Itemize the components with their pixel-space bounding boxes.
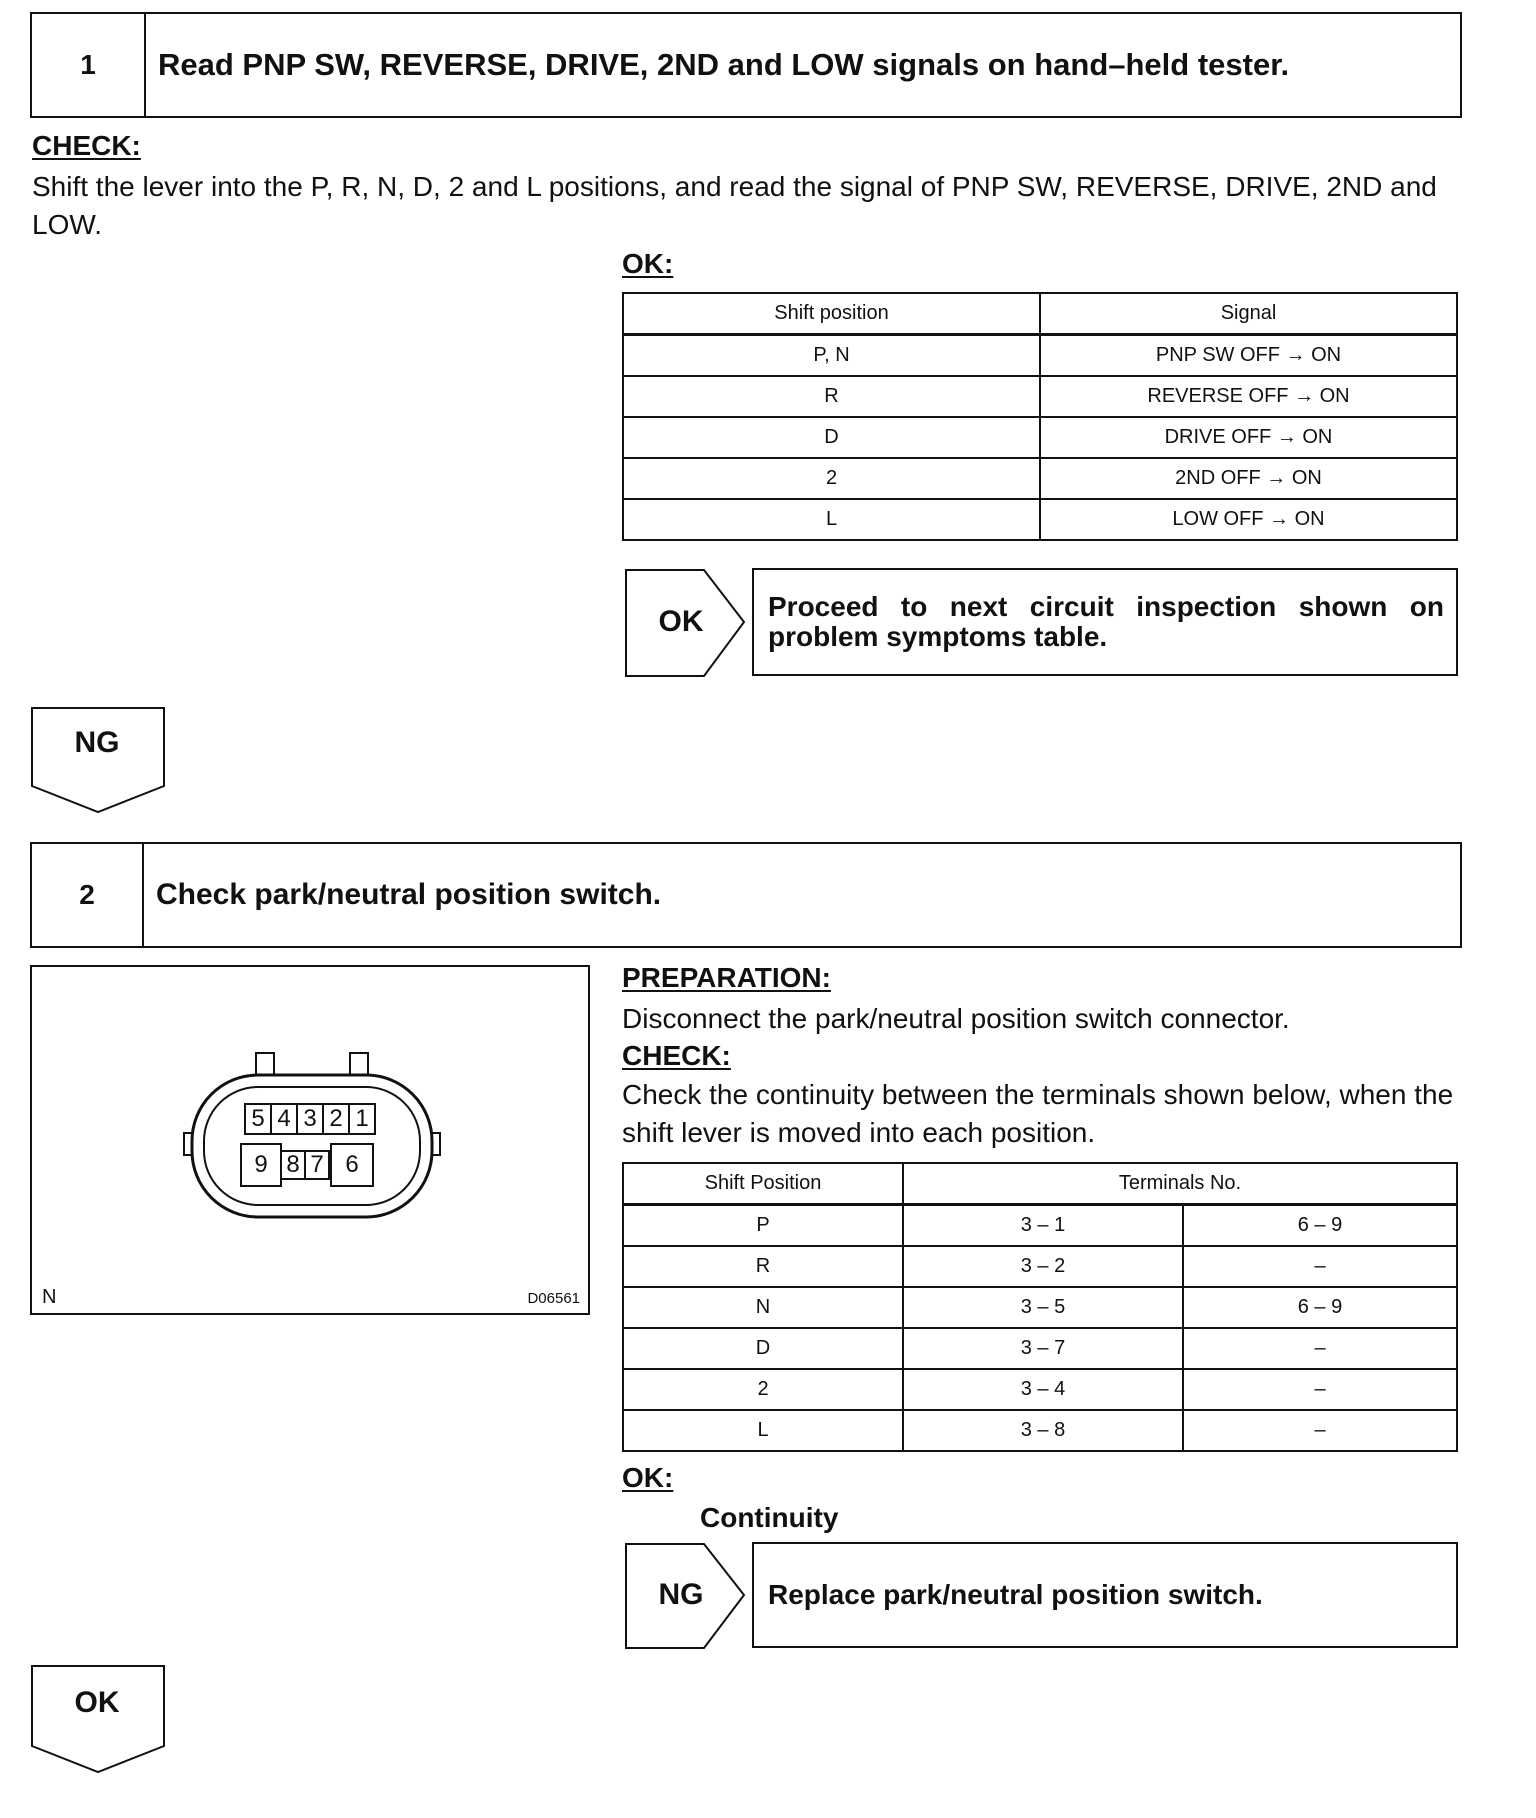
table-cell: L — [623, 1410, 903, 1451]
table-cell: – — [1183, 1410, 1457, 1451]
terminal-pin: 3 — [298, 1105, 324, 1133]
step-1-signal-table — [622, 292, 1458, 541]
table-cell: 3 – 7 — [903, 1328, 1183, 1369]
connector-figure — [30, 965, 590, 1315]
preparation-text: Disconnect the park/neutral position switch connector. — [622, 1003, 1290, 1034]
table-row — [623, 376, 1457, 417]
table-row — [623, 499, 1457, 540]
col-header-terminals: Terminals No. — [903, 1163, 1457, 1205]
table-cell: REVERSE OFF → ON — [1040, 376, 1457, 417]
terminal-pin: 1 — [355, 1105, 369, 1132]
table-row — [623, 1328, 1457, 1369]
table-header-row — [623, 293, 1457, 335]
ok-result-box — [752, 568, 1458, 676]
terminal-pin: 2 — [324, 1105, 350, 1133]
step-2-ok-value: Continuity — [700, 1502, 839, 1533]
step-1-header — [30, 12, 1462, 118]
step-2-number: 2 — [32, 844, 144, 946]
table-cell: 6 – 9 — [1183, 1287, 1457, 1328]
ng-result-text: Replace park/neutral position switch. — [768, 1579, 1263, 1610]
table-cell: P — [623, 1205, 903, 1247]
table-row — [623, 417, 1457, 458]
terminal-pin: 8 — [282, 1150, 306, 1180]
table-cell: D — [623, 417, 1040, 458]
table-cell: 3 – 2 — [903, 1246, 1183, 1287]
figure-corner-label: N — [42, 1286, 57, 1308]
terminal-row-bottom — [240, 1143, 374, 1187]
ng-flow-label: NG — [74, 726, 120, 759]
table-cell: 2ND OFF → ON — [1040, 458, 1457, 499]
table-row — [623, 458, 1457, 499]
terminal-pin: 5 — [246, 1105, 272, 1133]
table-cell: 6 – 9 — [1183, 1205, 1457, 1247]
terminal-pin: 4 — [272, 1105, 298, 1133]
table-cell: LOW OFF → ON — [1040, 499, 1457, 540]
table-cell: 2 — [623, 458, 1040, 499]
figure-code: D06561 — [527, 1290, 580, 1307]
terminal-row-top — [244, 1103, 376, 1135]
col-header-signal: Signal — [1040, 293, 1457, 335]
table-row — [623, 1369, 1457, 1410]
step-1-number: 1 — [32, 14, 146, 116]
table-cell: R — [623, 376, 1040, 417]
step-2-header — [30, 842, 1462, 948]
table-cell: L — [623, 499, 1040, 540]
table-cell: PNP SW OFF → ON — [1040, 335, 1457, 377]
ok-flow-arrow — [30, 1664, 168, 1776]
ok-arrow-label: OK — [658, 605, 704, 638]
col-header-shift-position: Shift Position — [623, 1163, 903, 1205]
table-cell: 3 – 8 — [903, 1410, 1183, 1451]
step-2-ok-heading: OK: — [622, 1462, 674, 1493]
terminals-table — [622, 1162, 1458, 1452]
table-cell: – — [1183, 1369, 1457, 1410]
table-cell: – — [1183, 1328, 1457, 1369]
step-1-title: Read PNP SW, REVERSE, DRIVE, 2ND and LOW signals on hand–held tester. — [158, 47, 1290, 82]
table-cell: P, N — [623, 335, 1040, 377]
table-cell: 3 – 5 — [903, 1287, 1183, 1328]
table-cell: D — [623, 1328, 903, 1369]
ok-result-text: Proceed to next circuit inspection shown on problem symptoms table. — [768, 591, 1444, 652]
table-cell: 3 – 4 — [903, 1369, 1183, 1410]
terminal-pin: 7 — [306, 1150, 330, 1180]
table-cell: – — [1183, 1246, 1457, 1287]
preparation-heading: PREPARATION: — [622, 962, 831, 993]
terminal-pin: 9 — [240, 1143, 282, 1187]
ng-result-box — [752, 1542, 1458, 1648]
table-row — [623, 1410, 1457, 1451]
ok-flow-label: OK — [74, 1686, 120, 1719]
table-cell: 2 — [623, 1369, 903, 1410]
connector-drawing — [32, 967, 588, 1313]
table-row — [623, 1246, 1457, 1287]
step-1-check-heading: CHECK: — [32, 130, 141, 161]
table-row — [623, 1287, 1457, 1328]
terminal-pin: 6 — [330, 1143, 374, 1187]
table-cell: 3 – 1 — [903, 1205, 1183, 1247]
table-header-row — [623, 1163, 1457, 1205]
table-row — [623, 335, 1457, 377]
ng-arrow-label: NG — [658, 1578, 704, 1611]
col-header-shift-position: Shift position — [623, 293, 1040, 335]
step-2-check-text: Check the continuity between the terminals shown below, when the shift lever is moved into each position. — [622, 1079, 1454, 1148]
table-row — [623, 1205, 1457, 1247]
table-cell: N — [623, 1287, 903, 1328]
ng-flow-arrow — [30, 706, 168, 816]
step-2-check-heading: CHECK: — [622, 1040, 731, 1071]
table-cell: R — [623, 1246, 903, 1287]
step-1-check-text: Shift the lever into the P, R, N, D, 2 and L positions, and read the signal of PNP SW, REVERSE, DRIVE, 2ND and LOW. — [32, 171, 1437, 240]
table-cell: DRIVE OFF → ON — [1040, 417, 1457, 458]
step-2-title: Check park/neutral position switch. — [156, 878, 662, 911]
step-1-ok-heading: OK: — [622, 248, 674, 279]
